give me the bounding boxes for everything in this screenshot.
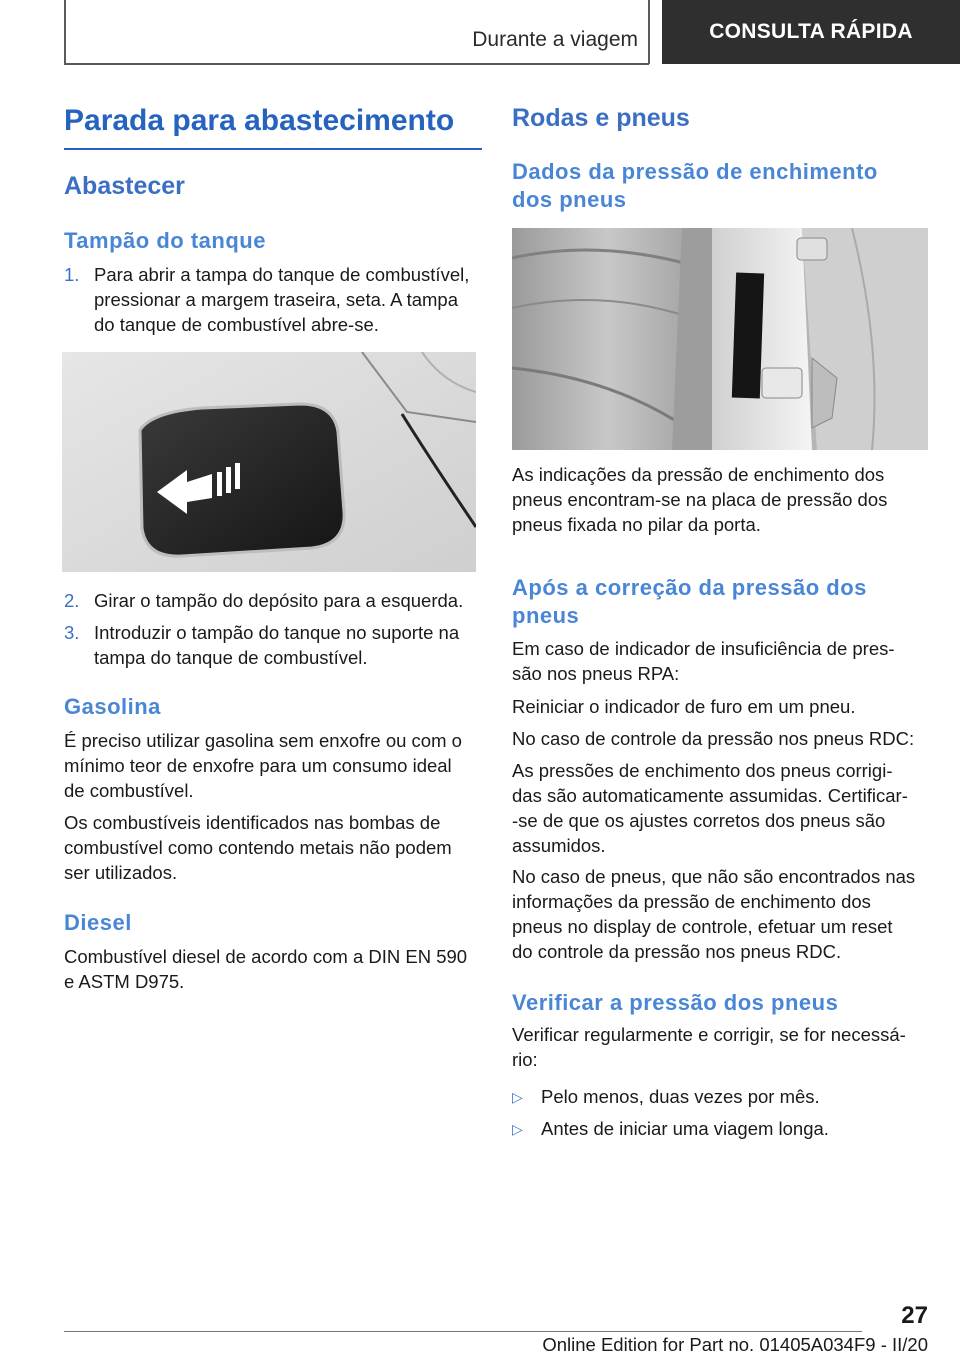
title-underline xyxy=(64,148,482,150)
header-divider xyxy=(648,0,650,64)
gasoline-paragraph-2: Os combustíveis identificados nas bombas de combustível como contendo metais não podem ser utilizados. xyxy=(64,812,452,883)
triangle-right-icon: ▷ xyxy=(512,1121,523,1137)
page-title: Parada para abastecimento xyxy=(64,104,455,137)
diesel-paragraph: Combustível diesel de acordo com a DIN EN 590 e ASTM D975. xyxy=(64,946,468,992)
footer-rule xyxy=(64,1331,862,1332)
header-bottom-border xyxy=(64,63,649,65)
step-number: 1. xyxy=(64,264,80,285)
triangle-right-icon: ▷ xyxy=(512,1089,523,1105)
page-number: 27 xyxy=(901,1302,928,1329)
step-number: 3. xyxy=(64,622,80,643)
step-text: Para abrir a tampa do tanque de combustível, pressionar a margem traseira, seta. A tampa do tanque de combustível abre-se. xyxy=(94,264,470,335)
subheading-apos-correcao: Após a correção da pressão dos pneus xyxy=(512,575,867,628)
after-paragraph-1: Em caso de indicador de insuficiência de pres- são nos pneus RPA: xyxy=(512,638,895,684)
after-paragraph-2: Reiniciar o indicador de furo em um pneu. xyxy=(512,696,856,717)
subheading-tampao: Tampão do tanque xyxy=(64,228,266,253)
section-heading-rodas: Rodas e pneus xyxy=(512,104,690,132)
after-paragraph-4: As pressões de enchimento dos pneus corrigi- das são automaticamente assumidas. Certificar- -se de que os ajustes corretos dos pneus são assumidos. xyxy=(512,760,908,856)
subheading-dados-pressao: Dados da pressão de enchimento dos pneus xyxy=(512,159,878,212)
section-label[interactable]: Durante a viagem xyxy=(472,28,638,51)
fuel-cap-image xyxy=(62,352,476,572)
gasoline-paragraph-1: É preciso utilizar gasolina sem enxofre ou com o mínimo teor de enxofre para um consumo ideal de combustível. xyxy=(64,730,462,801)
tab-consulta-rapida[interactable]: CONSULTA RÁPIDA xyxy=(662,0,960,64)
pressure-paragraph: As indicações da pressão de enchimento dos pneus encontram-se na placa de pressão dos pneus fixada no pilar da porta. xyxy=(512,464,888,535)
after-paragraph-3: No caso de controle da pressão nos pneus RDC: xyxy=(512,728,915,749)
header-left-border xyxy=(64,0,66,64)
footer-edition: Online Edition for Part no. 01405A034F9 - II/20 xyxy=(542,1334,928,1355)
subheading-gasolina: Gasolina xyxy=(64,694,161,719)
subheading-diesel: Diesel xyxy=(64,910,132,935)
check-paragraph: Verificar regularmente e corrigir, se for necessá- rio: xyxy=(512,1024,906,1070)
subheading-verificar: Verificar a pressão dos pneus xyxy=(512,990,839,1015)
door-pillar-image xyxy=(512,228,928,450)
section-heading-abastecer: Abastecer xyxy=(64,172,185,200)
step-text: Introduzir o tampão do tanque no suporte na tampa do tanque de combustível. xyxy=(94,622,460,668)
step-text: Girar o tampão do depósito para a esquerda. xyxy=(94,590,464,611)
step-number: 2. xyxy=(64,590,80,611)
after-paragraph-5: No caso de pneus, que não são encontrados nas informações da pressão de enchimento dos pneus no display de controle, efetuar um reset do controle da pressão nos pneus RDC. xyxy=(512,866,916,962)
